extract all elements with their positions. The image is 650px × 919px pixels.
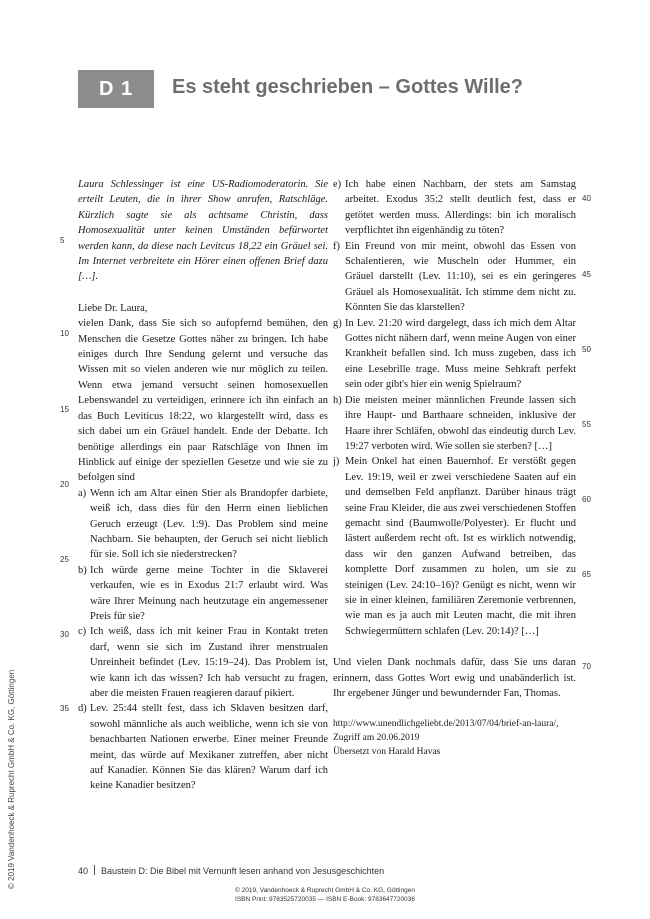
imprint-line-1: © 2019, Vandenhoeck & Ruprecht GmbH & Co. KG, Göttingen [235, 887, 415, 894]
line-number: 15 [60, 405, 69, 414]
imprint-line-2: ISBN Print: 9783525720035 — ISBN E-Book: 9783647720036 [235, 896, 415, 903]
footer-divider [94, 865, 95, 875]
list-item-g [333, 316, 576, 393]
letter-body: vielen Dank, dass Sie sich so aufopfernd bemühen, den Menschen die Gesetze Gottes näher zu bringen. Ich habe einiges durch Ihre Sendung gelernt und versuche das Wissen mit so vielen anderen wie nur möglich zu teilen. Wenn etwa jemand versucht seinen homosexuellen Lebenswandel zu verteidigen, erinnere ich ihn einfach an das Buch Leviticus 18:22, wo klargestellt wird, dass es sich dabei um ein Gräuel handelt. Ende der Debatte. Ich benötige allerdings ein paar Ratschläge von Ihnen im Hinblick auf einige der speziellen Gesetze und wie sie zu befolgen sind [78, 318, 328, 484]
list-text: Die meisten meiner männlichen Freunde lassen sich ihre Haupt- und Barthaare schneiden, inklusive der Haare ihrer Schläfen, obwohl das eindeutig durch Lev. 19:27 verboten wird. Wie sollen sie sterben? […] [345, 394, 576, 452]
list-item-h [333, 393, 576, 455]
line-number: 10 [60, 329, 69, 338]
list-label: a) [78, 487, 87, 499]
page-title: Es steht geschrieben – Gottes Wille? [172, 76, 524, 98]
line-number: 30 [60, 630, 69, 639]
line-number: 55 [582, 420, 591, 429]
list-text: In Lev. 21:20 wird dargelegt, dass ich mich dem Altar Gottes nicht nähern darf, wenn meine Augen von einer Krankheit befallen sind. Ich muss zugeben, dass ich eine Lesebrille trage. Muss meine Sehkraft perfekt sein oder gibt's hier ein wenig Spielraum? [345, 317, 576, 391]
running-title: Baustein D: Die Bibel mit Vernunft lesen anhand von Jesusgeschichten [101, 866, 385, 876]
list-label: e) [333, 179, 342, 190]
translator-note: Übersetzt von Harald Havas [333, 747, 441, 758]
list-label: c) [78, 626, 87, 638]
list-label: d) [78, 703, 87, 715]
list-label: h) [333, 394, 342, 406]
list-label: j) [333, 456, 340, 468]
list-item-e [333, 177, 576, 239]
line-number: 70 [582, 662, 591, 671]
line-number: 40 [582, 194, 591, 203]
list-text: Wenn ich am Altar einen Stier als Brandopfer darbiete, weiß ich, dass dies für den Herrn einen lieblichen Geruch erzeugt (Lev. 1:9). Das Problem sind meine Nachbarn. Sie behaupten, der Geruch sei nicht lieblich für sie. Soll ich sie niederstrecken? [90, 487, 328, 561]
line-number: 50 [582, 345, 591, 354]
page-number: 40 [78, 866, 89, 876]
line-number: 5 [60, 236, 65, 245]
list-item-d [78, 701, 328, 793]
list-text: Lev. 25:44 stellt fest, dass ich Sklaven besitzen darf, sowohl männliche als auch weibliche, wenn ich sie von benachbarten Nationen erwerbe. Einer meiner Freunde meint, das würde auf Mexikaner zutreffen, aber nicht auf Kanadier. Können Sie das klären? Warum darf ich keine Kanadier besitzen? [90, 703, 328, 792]
list-text: Ich habe einen Nachbarn, der stets am Samstag arbeitet. Exodus 35:2 stellt deutlich fest, dass er getötet werden muss. Allerdings: bin ich moralisch verpflichtet ihn eigenhändig zu töten? [345, 179, 576, 237]
line-number: 20 [60, 480, 69, 489]
salutation: Liebe Dr. Laura, [78, 302, 148, 314]
list-text: Mein Onkel hat einen Bauernhof. Er verstößt gegen Lev. 19:19, weil er zwei verschiedene Saaten auf ein und demselben Feld anpflanzt. Darüber hinaus trägt seine Frau Kleider, die aus zwei verschiedenen Stoffen gemacht sind (Baumwolle/Polyester). Er flucht und lästert außerdem recht oft. Ist es wirklich notwendig, dass wir den ganzen Aufwand betreiben, das komplette Dorf zusammen zu holen, um sie zu steinigen (Lev. 24:10–16)? Genügt es nicht, wenn wir sie in einer kleinen, familiären Zeremonie verbrennen, wie man es ja auch mit Leuten macht, die mit ihren Schwiegermüttern schlafen (Lev. 20:14)? […] [345, 456, 576, 637]
section-badge: D 1 [78, 70, 154, 108]
left-column [78, 177, 328, 794]
list-text: Ein Freund von mir meint, obwohl das Essen von Schalentieren, wie Muscheln oder Hummer, ein Gräuel darstellt (Lev. 11:10), sei es ein geringeres Gräuel als Homosexualität. Ich stimme dem nicht zu. Könnten Sie das klarstellen? [345, 240, 576, 314]
running-footer [78, 865, 384, 876]
line-number: 45 [582, 270, 591, 279]
line-number: 35 [60, 704, 69, 713]
list-item-a [78, 486, 328, 563]
right-column [333, 177, 576, 759]
list-text: Ich würde gerne meine Tochter in die Sklaverei verkaufen, wie es in Exodus 21:7 erlaubt wird. Was wäre Ihrer Meinung nach heutzutage ein angemessener Preis für sie? [90, 564, 328, 622]
line-number: 65 [582, 570, 591, 579]
list-item-f [333, 239, 576, 316]
intro-paragraph: Laura Schlessinger ist eine US-Radiomoderatorin. Sie erteilt Leuten, die in ihrer Show anrufen, Ratschläge. Kürzlich sagte sie als achtsame Christin, dass Homosexualität unter keinen Umständen befürwortet werden kann, da diese nach Levitcus 18,22 ein Gräuel sei. Im Internet verbreitete ein Hörer einen offenen Brief dazu […]. [78, 179, 328, 283]
imprint [0, 886, 650, 904]
list-label: b) [78, 564, 87, 576]
list-item-c [78, 624, 328, 701]
list-label: f) [333, 240, 340, 252]
list-item-j [333, 454, 576, 639]
list-item-b [78, 563, 328, 625]
line-number: 60 [582, 495, 591, 504]
source-url: http://www.unendlichgeliebt.de/2013/07/04/brief-an-laura/, Zugriff am 20.06.2019 [333, 719, 559, 744]
list-text: Ich weiß, dass ich mit keiner Frau in Kontakt treten darf, wenn sie sich im Zustand ihrer menstrualen Unreinheit befindet (Lev. 15:19–24). Das Problem ist, wie kann ich das wissen? Ich hab versucht zu fragen, aber die meisten Frauen reagieren darauf pikiert. [90, 626, 328, 699]
line-number: 25 [60, 555, 69, 564]
closing-paragraph: Und vielen Dank nochmals dafür, dass Sie uns daran erinnern, dass Gottes Wort ewig und unabänderlich ist. Ihr ergebener Jünger und bewundernder Fan, Thomas. [333, 657, 576, 699]
side-copyright: © 2019 Vandenhoeck & Ruprecht GmbH & Co. KG, Göttingen [7, 669, 16, 889]
list-label: g) [333, 317, 342, 329]
